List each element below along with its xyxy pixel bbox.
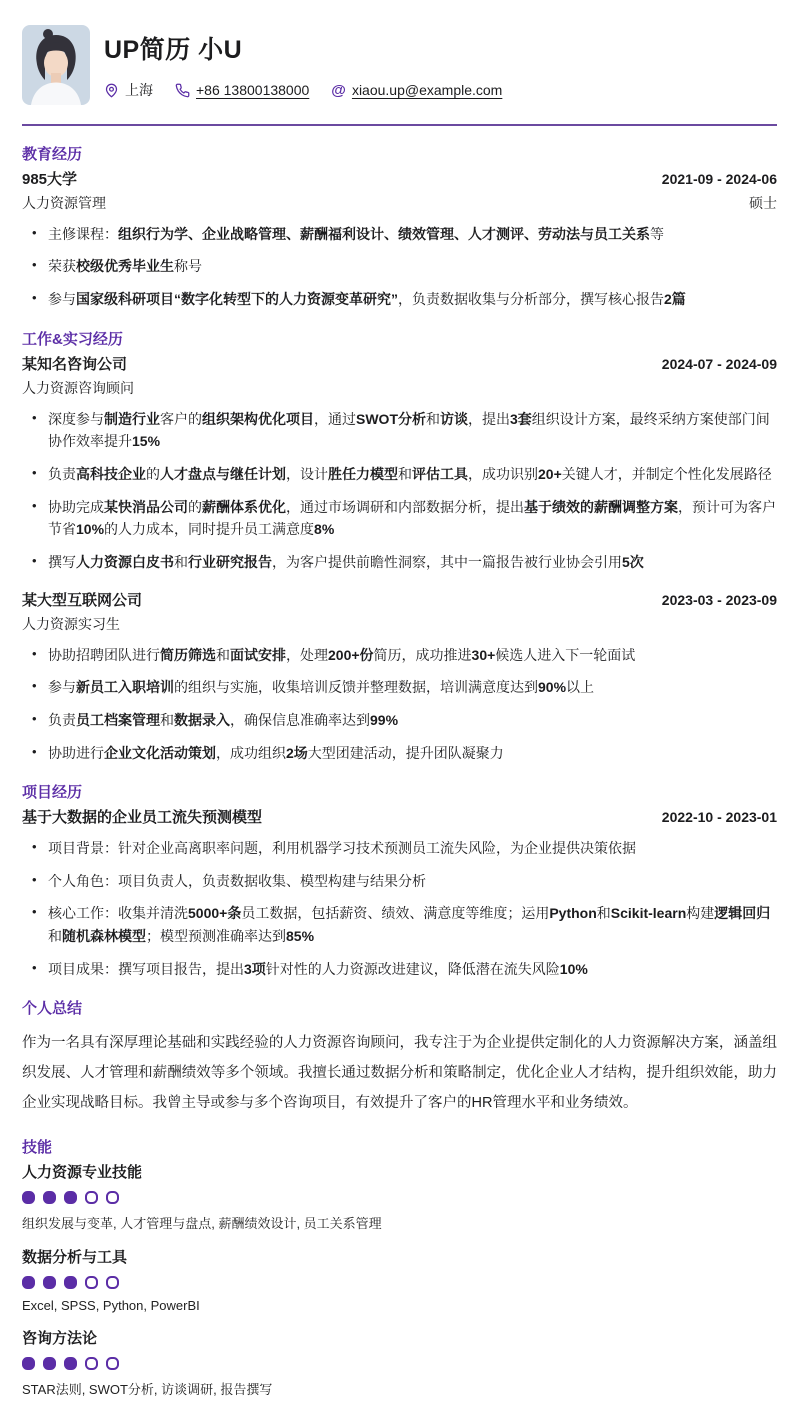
entry-header-row bbox=[22, 168, 777, 189]
project-dates: 2022-10 - 2023-01 bbox=[661, 808, 777, 825]
section-title-work: 工作&实习经历 bbox=[22, 330, 123, 348]
location-pin-icon bbox=[104, 83, 119, 98]
skill-dot-filled bbox=[64, 1357, 77, 1370]
skill-dot-filled bbox=[64, 1191, 77, 1204]
section-skills bbox=[22, 1139, 777, 1399]
bullet-item: • 深度参与制造行业客户的组织架构优化项目，通过SWOT分析和访谈，提出3套组织设计方案，最终采纳方案使部门间协作效率提升15% bbox=[22, 408, 777, 453]
skill-dot-filled bbox=[64, 1276, 77, 1289]
section-title-education: 教育经历 bbox=[22, 146, 83, 163]
skill-dot-empty bbox=[85, 1276, 98, 1289]
skill-dot-filled bbox=[43, 1357, 56, 1370]
location-item bbox=[104, 80, 153, 100]
bullet-item: • 协助完成某快消品公司的薪酬体系优化，通过市场调研和内部数据分析，提出基于绩效的薪酬调整方案，预计可为客户节省10%的人力成本，同时提升员工满意度8% bbox=[22, 496, 777, 541]
phone-link[interactable]: +86 13800138000 bbox=[196, 82, 310, 98]
entry-sub-row bbox=[22, 378, 777, 398]
project-entry bbox=[22, 806, 777, 980]
section-title-projects: 项目经历 bbox=[22, 784, 83, 802]
skill-dot-empty bbox=[106, 1276, 119, 1289]
section-summary bbox=[22, 1000, 777, 1118]
resume-header bbox=[22, 25, 777, 105]
skill-name: 咨询方法论 bbox=[22, 1330, 98, 1348]
section-title-summary: 个人总结 bbox=[22, 1000, 83, 1018]
location-text: 上海 bbox=[125, 82, 153, 98]
skill-dot-filled bbox=[22, 1357, 35, 1370]
skill-dot-empty bbox=[106, 1191, 119, 1204]
company-name: 某大型互联网公司 bbox=[22, 591, 143, 609]
education-dates: 2021-09 - 2024-06 bbox=[661, 170, 777, 187]
bullet-item: • 负责高科技企业的人才盘点与继任计划，设计胜任力模型和评估工具，成功识别20+关键人才，并制定个性化发展路径 bbox=[22, 463, 777, 486]
bullet-item: • 撰写人力资源白皮书和行业研究报告，为客户提供前瞻性洞察，其中一篇报告被行业协会引用5次 bbox=[22, 551, 777, 574]
education-entry bbox=[22, 168, 777, 311]
skill-dot-empty bbox=[85, 1191, 98, 1204]
skill-block-data bbox=[22, 1246, 777, 1313]
entry-sub-row bbox=[22, 193, 777, 213]
at-icon: @ bbox=[331, 81, 346, 99]
bullet-list bbox=[22, 644, 777, 765]
skill-dot-empty bbox=[85, 1357, 98, 1370]
email-link[interactable]: xiaou.up@example.com bbox=[351, 82, 503, 98]
skill-dot-filled bbox=[43, 1191, 56, 1204]
bullet-item: • 主修课程：组织行为学、企业战略管理、薪酬福利设计、绩效管理、人才测评、劳动法与员工关系等 bbox=[22, 223, 777, 246]
bullet-item: • 项目成果：撰写项目报告，提出3项针对性的人力资源改进建议，降低潜在流失风险10% bbox=[22, 958, 777, 981]
phone-icon bbox=[175, 83, 190, 98]
bullet-list bbox=[22, 408, 777, 574]
bullet-item: • 荣获校级优秀毕业生称号 bbox=[22, 255, 777, 278]
school-name: 985大学 bbox=[22, 170, 78, 188]
profile-photo-illustration bbox=[22, 25, 90, 105]
work-entry-consulting bbox=[22, 353, 777, 574]
major-name: 人力资源管理 bbox=[22, 194, 106, 211]
skill-name: 数据分析与工具 bbox=[22, 1249, 128, 1267]
work-dates: 2024-07 - 2024-09 bbox=[661, 355, 777, 372]
section-work bbox=[22, 331, 777, 764]
section-education bbox=[22, 146, 777, 311]
work-dates: 2023-03 - 2023-09 bbox=[661, 591, 777, 608]
bullet-item: • 参与新员工入职培训的组织与实施，收集培训反馈并整理数据，培训满意度达到90%以上 bbox=[22, 676, 777, 699]
profile-photo bbox=[22, 25, 90, 105]
skill-detail: 组织发展与变革, 人才管理与盘点, 薪酬绩效设计, 员工关系管理 bbox=[22, 1216, 382, 1232]
bullet-item: • 参与国家级科研项目“数字化转型下的人力资源变革研究”，负责数据收集与分析部分，撰写核心报告2篇 bbox=[22, 288, 777, 311]
job-title: 人力资源实习生 bbox=[22, 615, 120, 632]
skill-dot-filled bbox=[43, 1276, 56, 1289]
skill-level-dots bbox=[22, 1276, 777, 1289]
skill-detail: Excel, SPSS, Python, PowerBI bbox=[22, 1298, 200, 1314]
bullet-item: • 协助招聘团队进行简历筛选和面试安排，处理200+份简历，成功推进30+候选人进入下一轮面试 bbox=[22, 644, 777, 667]
project-name: 基于大数据的企业员工流失预测模型 bbox=[22, 808, 263, 826]
work-entry-internet bbox=[22, 589, 777, 765]
phone-item bbox=[175, 82, 309, 98]
company-name: 某知名咨询公司 bbox=[22, 355, 128, 373]
skill-detail: STAR法则, SWOT分析, 访谈调研, 报告撰写 bbox=[22, 1382, 273, 1398]
bullet-item: • 负责员工档案管理和数据录入，确保信息准确率达到99% bbox=[22, 709, 777, 732]
skill-dot-filled bbox=[22, 1191, 35, 1204]
skill-dot-empty bbox=[106, 1357, 119, 1370]
bullet-list bbox=[22, 223, 777, 311]
entry-sub-row bbox=[22, 614, 777, 634]
skill-level-dots bbox=[22, 1191, 777, 1204]
bullet-item: • 核心工作：收集并清洗5000+条员工数据，包括薪资、绩效、满意度等维度；运用Python和Scikit-learn构建逻辑回归和随机森林模型；模型预测准确率达到85% bbox=[22, 902, 777, 947]
job-title: 人力资源咨询顾问 bbox=[22, 379, 134, 396]
candidate-name: UP简历 小U bbox=[104, 36, 243, 64]
contact-row bbox=[104, 80, 502, 100]
email-item bbox=[331, 82, 502, 98]
header-divider bbox=[22, 124, 777, 126]
entry-header-row bbox=[22, 806, 777, 827]
section-title-skills: 技能 bbox=[22, 1138, 53, 1156]
skill-block-hr bbox=[22, 1161, 777, 1232]
degree-name: 硕士 bbox=[749, 194, 777, 211]
bullet-item: • 协助进行企业文化活动策划，成功组织2场大型团建活动，提升团队凝聚力 bbox=[22, 742, 777, 765]
skill-dot-filled bbox=[22, 1276, 35, 1289]
bullet-item: • 个人角色：项目负责人，负责数据收集、模型构建与结果分析 bbox=[22, 870, 777, 893]
section-projects bbox=[22, 784, 777, 980]
skill-block-consulting bbox=[22, 1327, 777, 1398]
summary-paragraph: 作为一名具有深厚理论基础和实践经验的人力资源咨询顾问，我专注于为企业提供定制化的人力资源解决方案，涵盖组织发展、人才管理和薪酬绩效等多个领域。我擅长通过数据分析和策略制定，优化企业人才结构，提升组织效能，助力企业实现战略目标。我曾主导或参与多个咨询项目，有效提升了客户的HR管理水平和业务绩效。 bbox=[22, 1035, 777, 1112]
bullet-item: • 项目背景：针对企业高离职率问题，利用机器学习技术预测员工流失风险，为企业提供决策依据 bbox=[22, 837, 777, 860]
skill-level-dots bbox=[22, 1357, 777, 1370]
skill-name: 人力资源专业技能 bbox=[22, 1164, 143, 1182]
entry-header-row bbox=[22, 353, 777, 374]
entry-header-row bbox=[22, 589, 777, 610]
header-info bbox=[104, 25, 502, 100]
bullet-list bbox=[22, 837, 777, 980]
